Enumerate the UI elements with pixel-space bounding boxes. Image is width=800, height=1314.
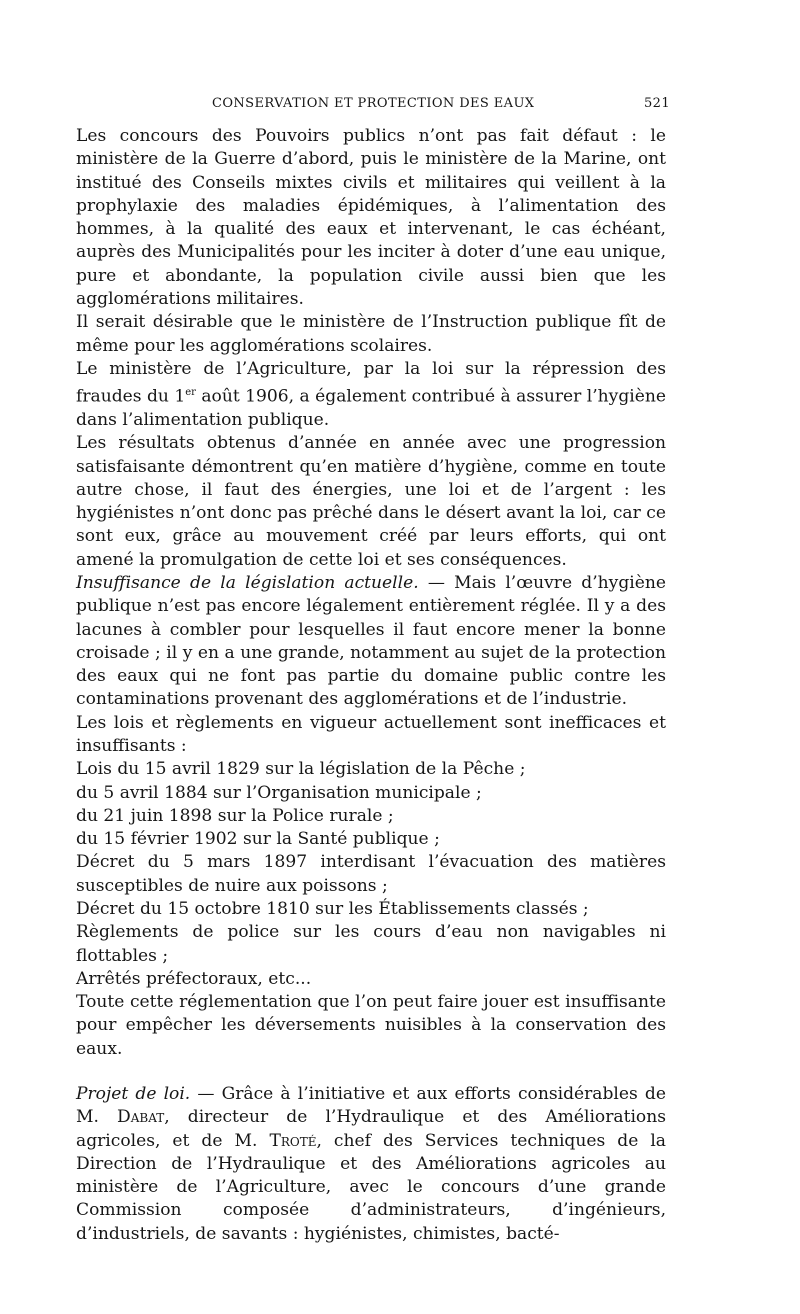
person-name-dabat: Dabat	[117, 1107, 165, 1128]
legislation-item: Décret du 5 mars 1897 interdisant l’évacuation des matières susceptibles de nuire aux poissons ;	[76, 852, 666, 896]
person-name-trote: Troté	[269, 1130, 317, 1151]
legislation-list	[76, 758, 666, 991]
paragraph-projet-de-loi	[76, 1083, 666, 1246]
legislation-item: du 21 juin 1898 sur la Police rurale ;	[76, 805, 394, 826]
paragraph-projet-text-c: , chef des Services techniques de la Direction de l’Hydraulique et des Améliorations agricoles au ministère de l’Agriculture, avec le concours d’une grande Commission composée d’administrateurs, d’ingénieurs, d’industriels, de savants : hygiénistes, chimistes, bacté-	[76, 1130, 666, 1244]
superscript-er: er	[185, 387, 196, 399]
legislation-item: Règlements de police sur les cours d’eau non navigables ni flottables ;	[76, 922, 666, 966]
paragraph-projet-text-a: — Grâce à l’initiative et aux efforts considérables de M.	[76, 1083, 666, 1128]
paragraph-resultats: Les résultats obtenus d’année en année avec une progression satisfaisante démontrent qu’en matière d’hygiène, comme en toute autre chose, il faut des énergies, une loi et de l’argent : les hygiénistes n’ont donc pas prêché dans le désert avant la loi, car ce sont eux, grâce au mouvement créé par leurs efforts, qui ont amené la promulgation de cette loi et ses conséquences.	[76, 433, 666, 570]
legislation-item: Arrêtés préfectoraux, etc...	[76, 968, 312, 989]
running-header	[76, 96, 670, 116]
legislation-item: du 5 avril 1884 sur l’Organisation municipale ;	[76, 782, 482, 803]
page-body	[76, 125, 666, 1246]
section-gap	[76, 1061, 666, 1083]
paragraph-agriculture-text-a: Le ministère de l’Agriculture, par la loi sur la répression des fraudes du 1	[76, 358, 666, 407]
section-title-projet: Projet de loi.	[76, 1083, 191, 1104]
paragraph-agriculture-text-b: août 1906, a également contribué à assurer l’hygiène dans l’alimentation publique.	[76, 386, 666, 431]
page-number: 521	[643, 96, 670, 111]
paragraph-insuffisance	[76, 572, 666, 712]
paragraph-reglementation: Toute cette réglementation que l’on peut faire jouer est insuffisante pour empêcher les déversements nuisibles à la conservation des eaux.	[76, 992, 666, 1059]
paragraph-agriculture	[76, 358, 666, 433]
legislation-item: Décret du 15 octobre 1810 sur les Établissements classés ;	[76, 898, 589, 919]
running-title: CONSERVATION ET PROTECTION DES EAUX	[212, 96, 535, 111]
paragraph-lois-reglements: Les lois et règlements en vigueur actuellement sont inefficaces et insuffisants :	[76, 712, 666, 756]
legislation-item: Lois du 15 avril 1829 sur la législation de la Pêche ;	[76, 759, 526, 780]
section-title-insuffisance: Insuffisance de la législation actuelle.	[76, 573, 419, 594]
paragraph-projet-text-b: , directeur de l’Hydraulique et des Améliorations agricoles, et de M.	[76, 1107, 666, 1151]
legislation-item: du 15 février 1902 sur la Santé publique ;	[76, 829, 440, 850]
paragraph-pouvoirs-publics: Les concours des Pouvoirs publics n’ont pas fait défaut : le ministère de la Guerre d’abord, puis le ministère de la Marine, ont institué des Conseils mixtes civils et militaires qui veillent à la prophylaxie des maladies épidémiques, à l’alimentation des hommes, à la qualité des eaux et intervenant, le cas échéant, auprès des Municipalités pour les inciter à doter d’une eau unique, pure et abondante, la population civile aussi bien que les agglomérations militaires.	[76, 126, 666, 309]
paragraph-instruction-publique: Il serait désirable que le ministère de l’Instruction publique fît de même pour les agglomérations scolaires.	[76, 312, 666, 356]
paragraph-insuffisance-text: — Mais l’œuvre d’hygiène publique n’est pas encore légalement entièrement réglée. Il y a des lacunes à combler pour lesquelles il faut encore mener la bonne croisade ; il y en a une grande, notamment au sujet de la protection des eaux qui ne font pas partie du domaine public contre les contaminations provenant des agglomérations et de l’industrie.	[76, 573, 666, 710]
